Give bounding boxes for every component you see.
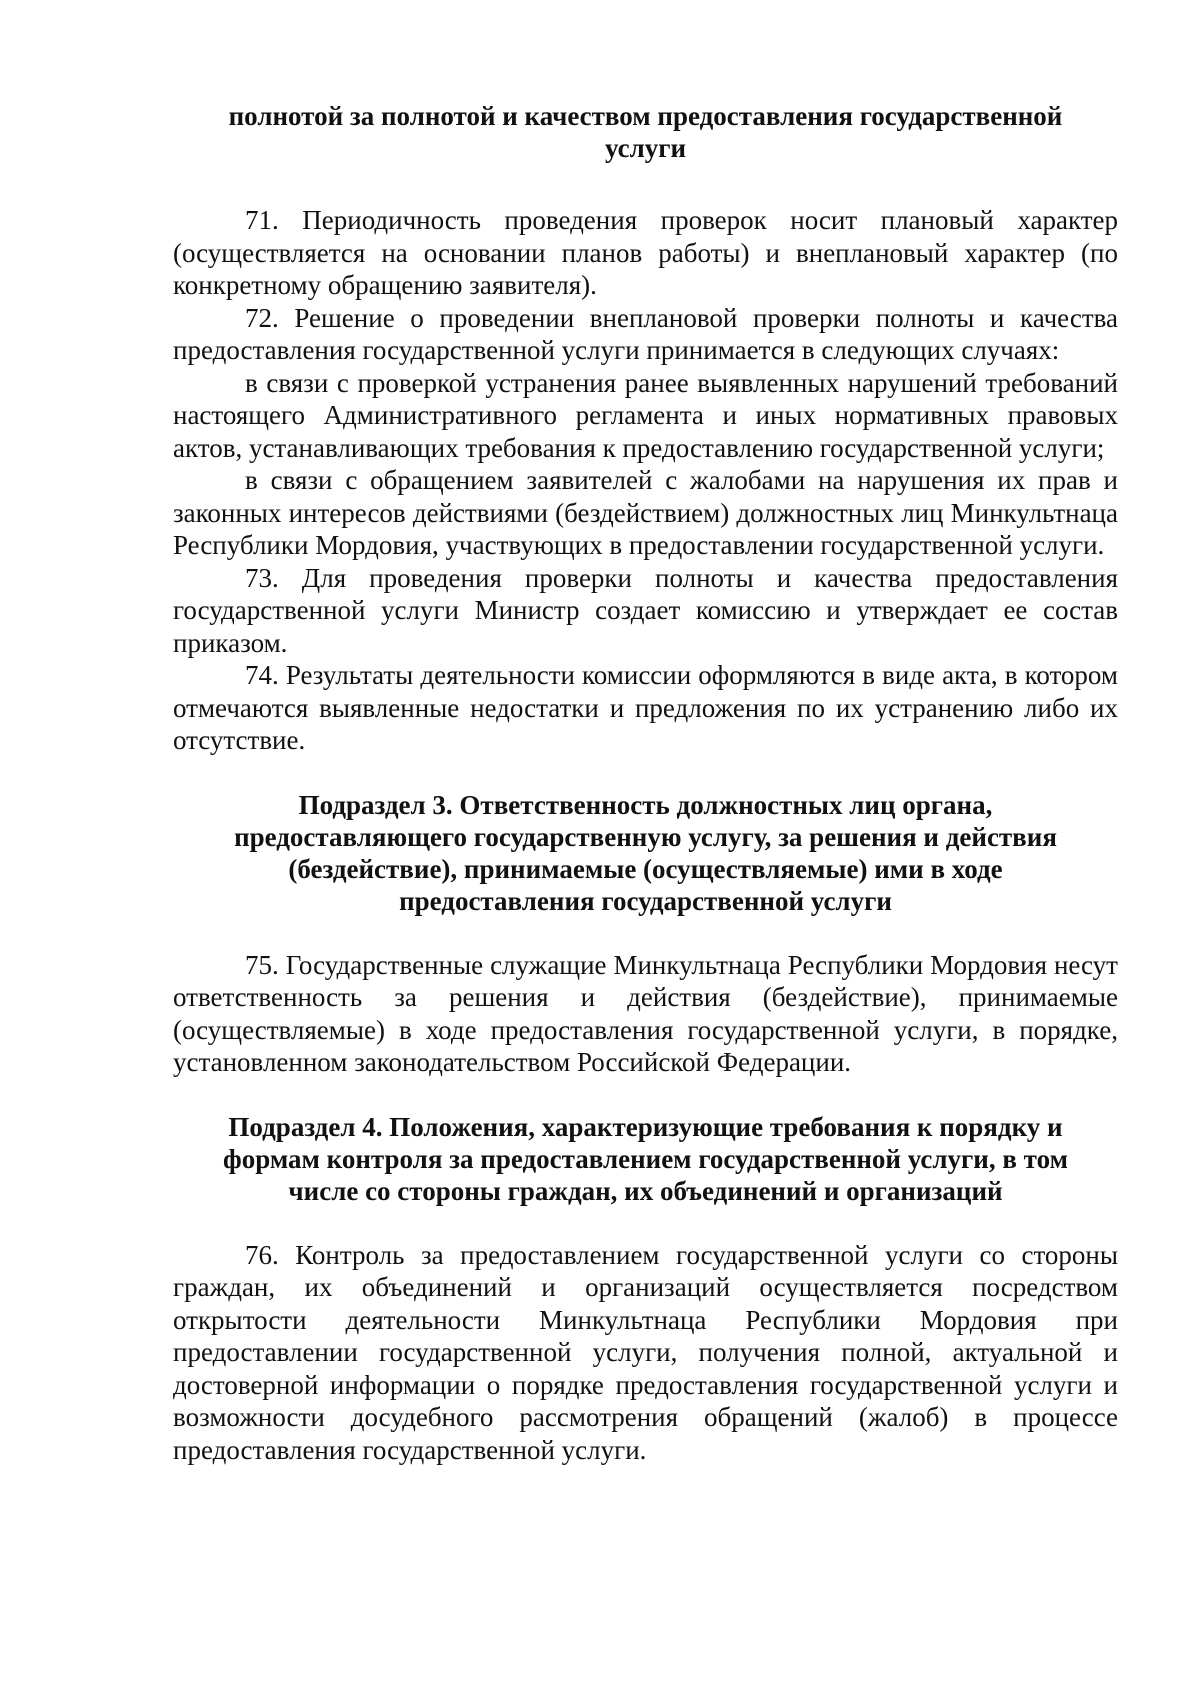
subsection-4-heading [173,1111,1118,1207]
heading-line: предоставления государственной услуги [399,885,892,916]
paragraph-71: 71. Периодичность проведения проверок носит плановый характер (осуществляется на основании планов работы) и внеплановый характер (по конкретному обращению заявителя). [173,205,1118,300]
heading-line: Подраздел 4. Положения, характеризующие требования к порядку и [228,1111,1063,1142]
heading-line: услуги [604,133,687,163]
spacer [173,1207,1118,1239]
heading-line: (бездействие), принимаемые (осуществляемые) ими в ходе [288,853,1003,884]
paragraph-72-case-2: в связи с обращением заявителей с жалобами на нарушения их прав и законных интересов действиями (бездействием) должностных лиц Минкультнаца Республики Мордовия, участвующих в предоставлении государственной услуги. [173,465,1118,560]
spacer [173,1079,1118,1111]
heading-line: Подраздел 3. Ответственность должностных лиц органа, [298,789,993,820]
spacer [173,757,1118,789]
paragraph-72: 72. Решение о проведении внеплановой проверки полноты и качества предоставления государственной услуги принимается в следующих случаях: [173,302,1118,365]
subsection-3-heading [173,789,1118,917]
paragraph-76: 76. Контроль за предоставлением государственной услуги со стороны граждан, их объединений и организаций осуществляется посредством открытости деятельности Минкультнаца Республики Мордовия при предоставлении государственной услуги, получения полной, актуальной и достоверной информации о порядке предоставления государственной услуги и возможности досудебного рассмотрения обращений (жалоб) в процессе предоставления государственной услуги. [173,1239,1118,1465]
paragraph-75: 75. Государственные служащие Минкультнаца Республики Мордовия несут ответственность за решения и действия (бездействие), принимаемые (осуществляемые) в ходе предоставления государственной услуги, в порядке, установленном законодательством Российской Федерации. [173,949,1118,1077]
heading-line: предоставляющего государственную услугу, за решения и действия [234,821,1057,852]
heading-line: формам контроля за предоставлением государственной услуги, в том [223,1143,1068,1174]
heading-line: числе со стороны граждан, их объединений и организаций [288,1175,1003,1206]
paragraph-73: 73. Для проведения проверки полноты и качества предоставления государственной услуги Министр создает комиссию и утверждает ее состав приказом. [173,562,1118,658]
heading-line: полнотой за полнотой и качеством предоставления государственной [228,101,1063,131]
spacer [173,917,1118,949]
paragraph-72-case-1: в связи с проверкой устранения ранее выявленных нарушений требований настоящего Административного регламента и иных нормативных правовых актов, устанавливающих требования к предоставлению государственной услуги; [173,367,1118,463]
spacer [173,164,1118,204]
paragraph-74: 74. Результаты деятельности комиссии оформляются в виде акта, в котором отмечаются выявленные недостатки и предложения по их устранению либо их отсутствие. [173,660,1118,755]
document-page [173,100,1118,1466]
section-heading-top [173,100,1118,164]
